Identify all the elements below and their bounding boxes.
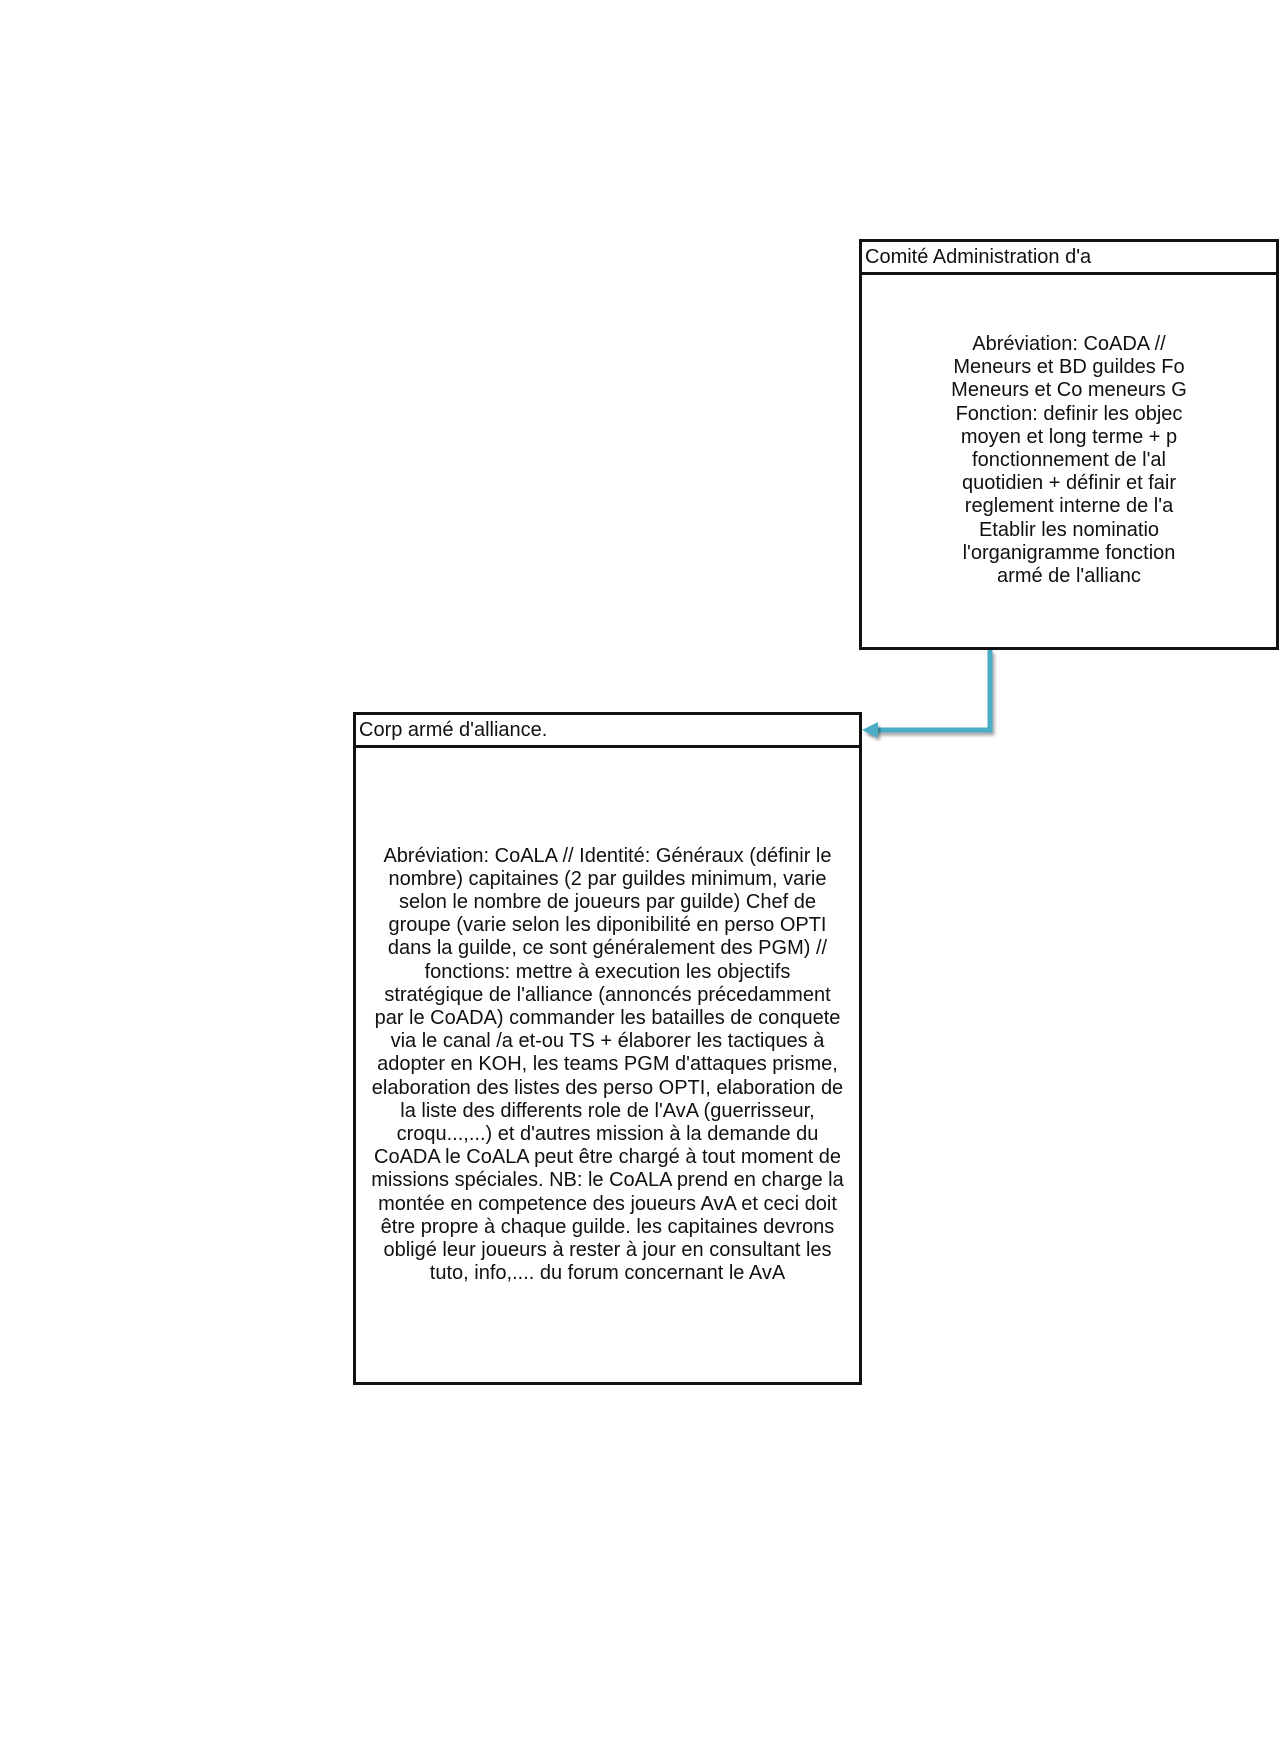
coala-line: montée en competence des joueurs AvA et ceci doit <box>378 1192 837 1215</box>
coala-line: groupe (varie selon les diponibilité en perso OPTI <box>388 914 827 937</box>
coala-line: dans la guilde, ce sont généralement des PGM) // <box>387 937 828 960</box>
coala-line: Abréviation: CoALA // Identité: Généraux (définir le <box>383 844 832 867</box>
coada-line: quotidien + définir et fair <box>961 472 1177 495</box>
coala-line: via le canal /a et-ou TS + élaborer les tactiques à <box>390 1030 825 1053</box>
coada-line: Etablir les nominatio <box>978 518 1160 541</box>
coala-line: adopter en KOH, les teams PGM d'attaques prisme, <box>377 1053 838 1076</box>
coada-description-text <box>951 333 1187 588</box>
coada-description <box>862 276 1276 646</box>
coada-line: l'organigramme fonction <box>962 541 1176 564</box>
connector-coada-to-coala <box>868 650 990 730</box>
coada-line: Abréviation: CoADA // <box>972 333 1166 355</box>
coala-line: nombre) capitaines (2 par guildes minimum, varie <box>388 867 827 890</box>
coada-line: moyen et long terme + p <box>960 425 1178 448</box>
coala-description <box>356 749 859 1381</box>
coada-line: fonctionnement de l'al <box>972 449 1166 472</box>
coala-line: être propre à chaque guilde. les capitaines devrons <box>380 1215 835 1238</box>
coada-title: Comité Administration d'a <box>862 242 1276 275</box>
coala-line: CoADA le CoALA peut être chargé à tout moment de <box>374 1146 841 1169</box>
coala-line: obligé leur joueurs à rester à jour en consultant les <box>383 1239 832 1262</box>
coada-line: Fonction: definir les objec <box>955 402 1183 425</box>
coada-line: reglement interne de l'a <box>964 495 1174 518</box>
coala-box <box>353 712 862 1385</box>
coala-description-text <box>371 845 843 1286</box>
coada-line: Meneurs et BD guildes Fo <box>953 356 1185 379</box>
coala-title: Corp armé d'alliance. <box>356 715 859 748</box>
coada-line: Meneurs et Co meneurs G <box>951 379 1187 402</box>
coala-line: la liste des differents role de l'AvA (guerrisseur, <box>400 1099 815 1122</box>
coala-line: fonctions: mettre à execution les objectifs <box>424 960 791 983</box>
coala-line: croqu...,...) et d'autres mission à la demande du <box>396 1123 819 1145</box>
coala-line: elaboration des listes des perso OPTI, elaboration de <box>371 1076 844 1099</box>
coala-line: selon le nombre de joueurs par guilde) Chef de <box>399 890 816 913</box>
coada-line: armé de l'allianc <box>997 565 1141 588</box>
coala-line: missions spéciales. NB: le CoALA prend en charge la <box>371 1169 844 1192</box>
coala-line: stratégique de l'alliance (annoncés précedamment <box>384 983 831 1006</box>
coala-line: par le CoADA) commander les batailles de conquete <box>374 1006 841 1029</box>
connector-arrowhead-icon <box>862 722 878 738</box>
coala-line: tuto, info,.... du forum concernant le AvA <box>429 1262 786 1285</box>
coada-box <box>859 239 1279 650</box>
